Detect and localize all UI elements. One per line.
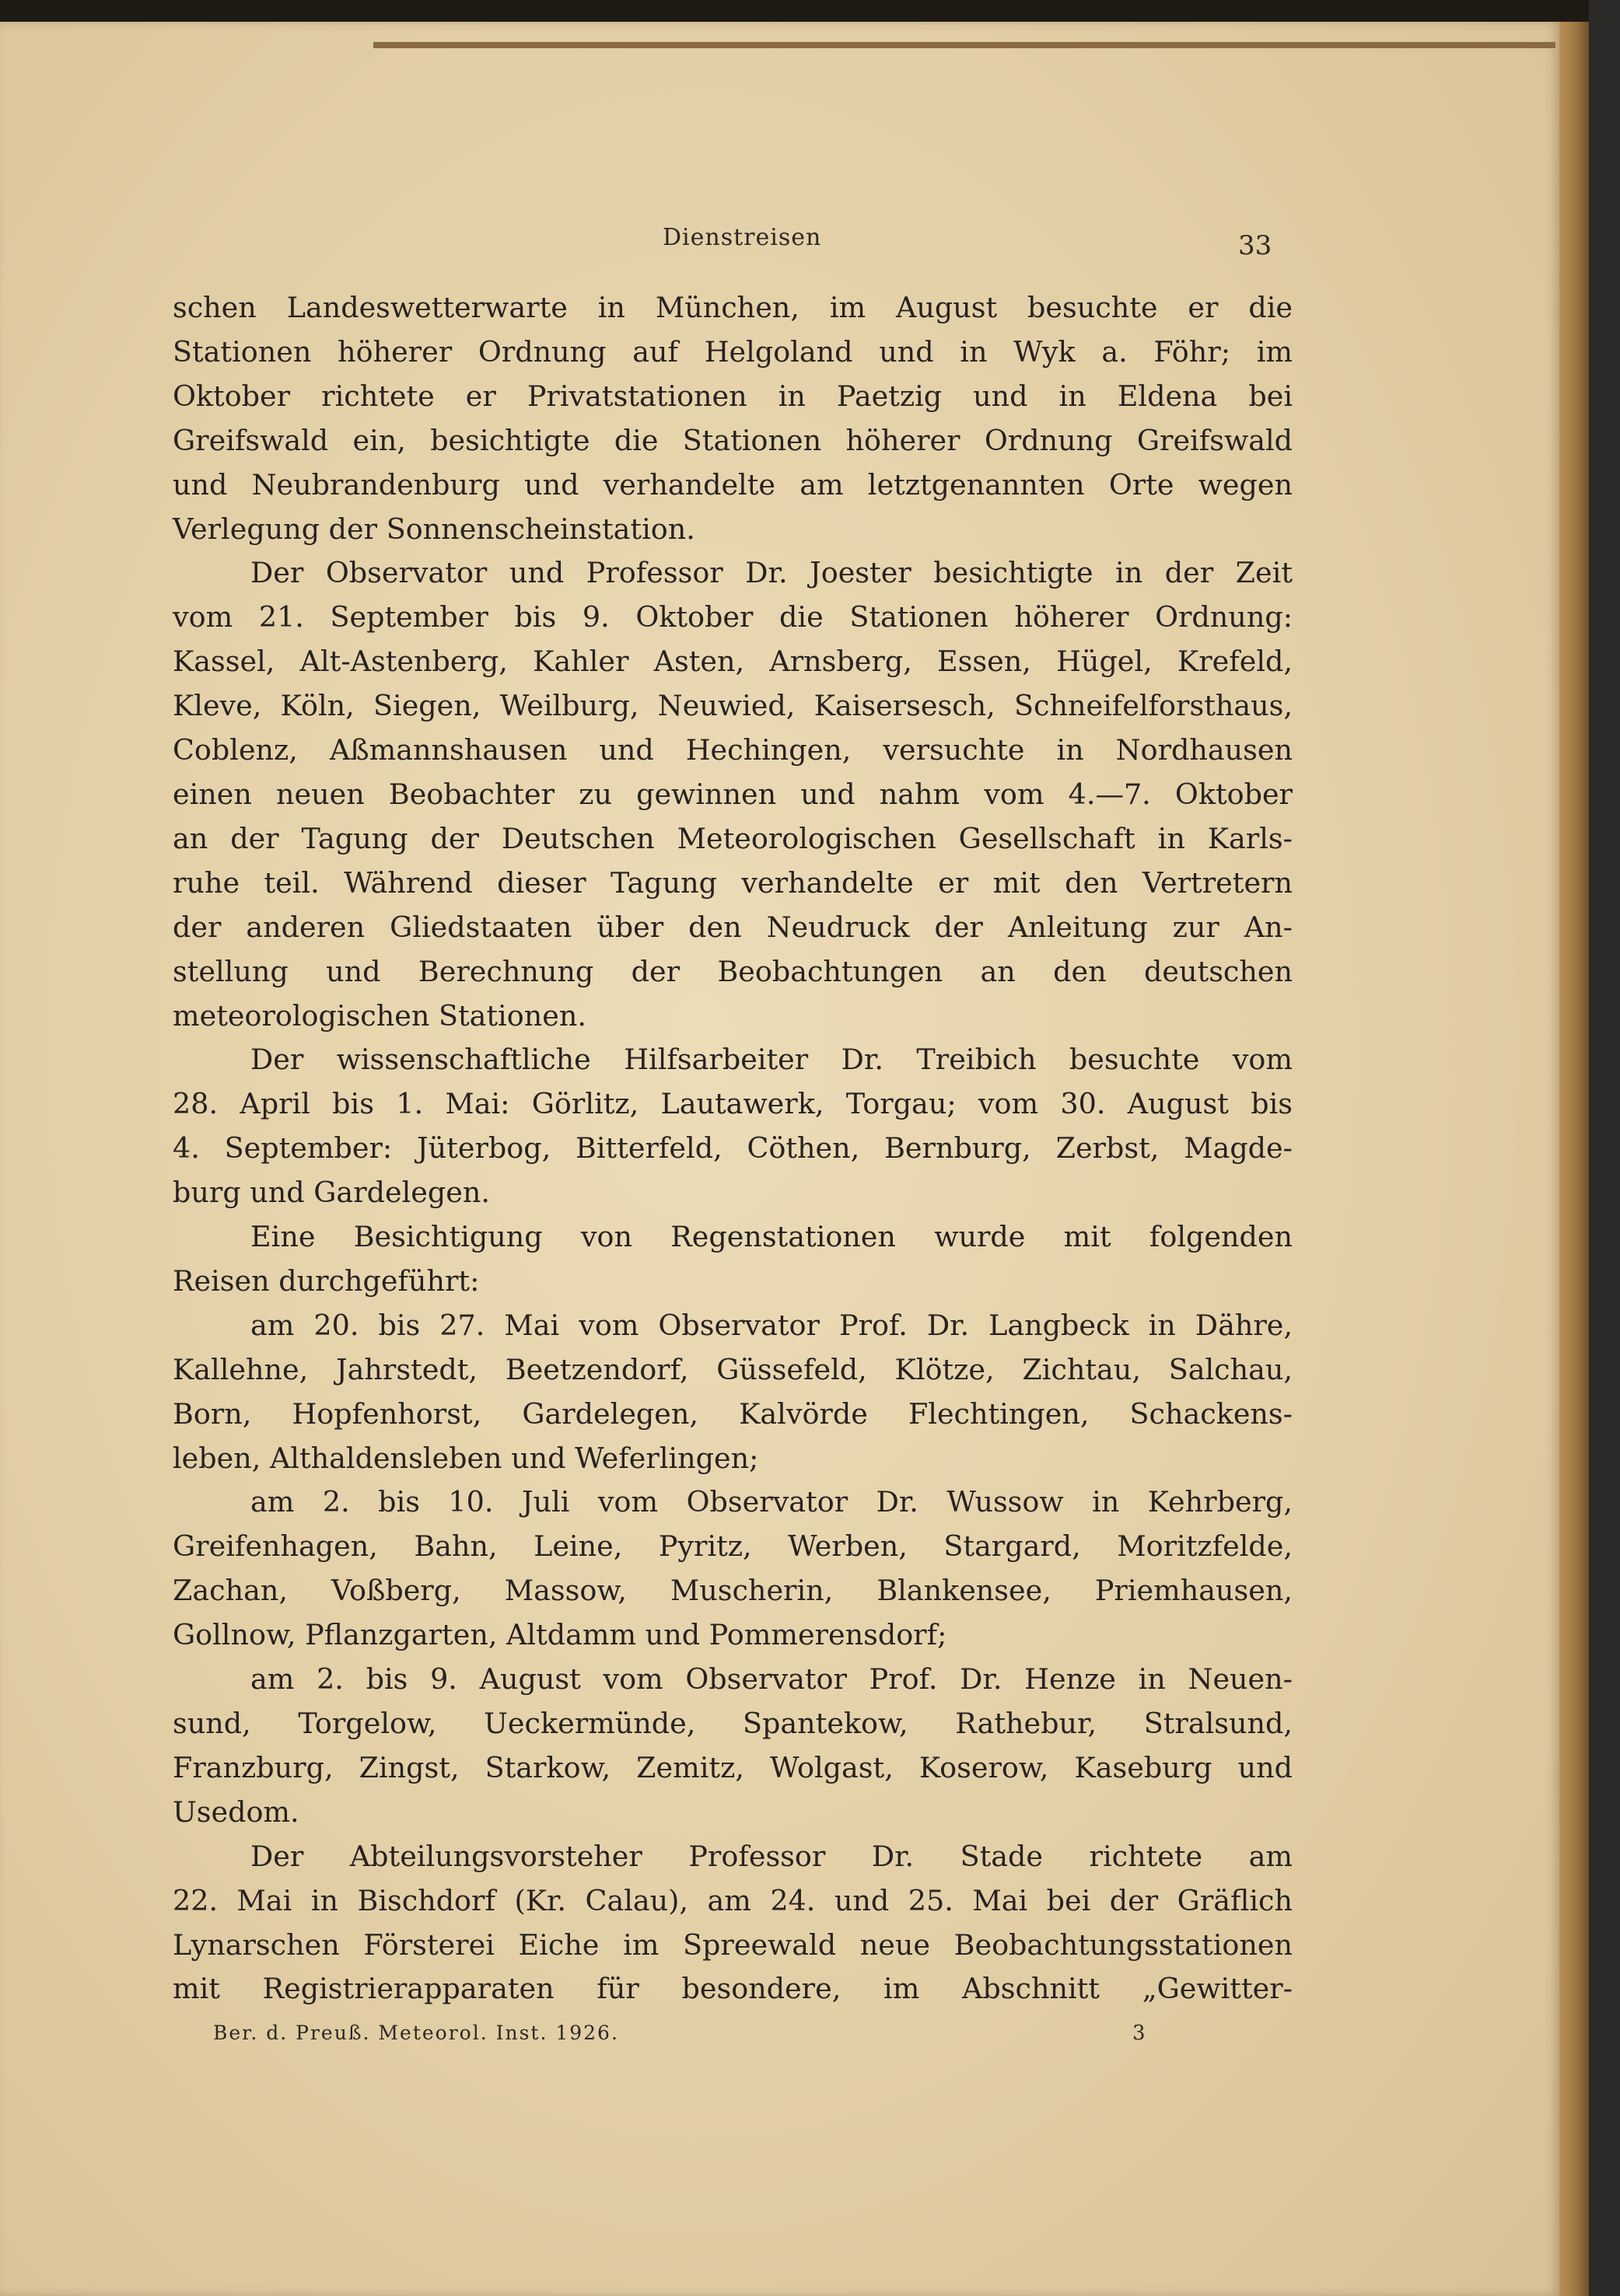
text-line: Der Observator und Professor Dr. Joester besichtigte in der Zeit <box>250 556 1293 590</box>
text-line: Born, Hopfenhorst, Gardelegen, Kalvörde Flechtingen, Schackens- <box>173 1396 1293 1431</box>
text-line: am 20. bis 27. Mai vom Observator Prof. Dr. Langbeck in Dähre, <box>250 1308 1293 1342</box>
text-line: am 2. bis 10. Juli vom Observator Dr. Wussow in Kehrberg, <box>250 1485 1293 1519</box>
text-line: Verlegung der Sonnenscheinstation. <box>173 512 695 546</box>
text-line: leben, Althaldensleben und Weferlingen; <box>173 1441 759 1475</box>
text-line: und Neubrandenburg und verhandelte am letztgenannten Orte wegen <box>173 467 1293 501</box>
text-line: meteorologischen Stationen. <box>173 998 586 1033</box>
book-spine <box>1559 22 1589 2296</box>
signature-mark: 3 <box>1132 2022 1146 2045</box>
text-line: Reisen durchgeführt: <box>173 1263 480 1298</box>
text-line: ruhe teil. Während dieser Tagung verhandelte er mit den Vertretern <box>173 865 1293 900</box>
text-line: 28. April bis 1. Mai: Görlitz, Lautawerk, Torgau; vom 30. August bis <box>173 1087 1293 1121</box>
page-number: 33 <box>1238 230 1272 261</box>
text-line: stellung und Berechnung der Beobachtungen an den deutschen <box>173 954 1293 988</box>
text-line: Eine Besichtigung von Regenstationen wurde mit folgenden <box>250 1220 1293 1254</box>
text-line: Usedom. <box>173 1795 299 1829</box>
footer-citation: Ber. d. Preuß. Meteorol. Inst. 1926. <box>213 2022 619 2044</box>
text-line: vom 21. September bis 9. Oktober die Stationen höherer Ordnung: <box>173 600 1293 634</box>
text-line: Franzburg, Zingst, Starkow, Zemitz, Wolgast, Koserow, Kaseburg und <box>173 1750 1293 1784</box>
body-text <box>173 286 1293 2011</box>
text-line: sund, Torgelow, Ueckermünde, Spantekow, Rathebur, Stralsund, <box>173 1707 1293 1740</box>
text-line: am 2. bis 9. August vom Observator Prof. Dr. Henze in Neuen- <box>250 1662 1293 1697</box>
text-line: Der wissenschaftliche Hilfsarbeiter Dr. Treibich besuchte vom <box>250 1043 1293 1077</box>
top-edge-shadow <box>373 42 1555 48</box>
text-line: der anderen Gliedstaaten über den Neudruck der Anleitung zur An- <box>173 910 1293 944</box>
text-line: Greifswald ein, besichtigte die Stationen höherer Ordnung Greifswald <box>173 423 1293 457</box>
text-line: Stationen höherer Ordnung auf Helgoland und in Wyk a. Föhr; im <box>173 334 1293 369</box>
text-line: schen Landeswetterwarte in München, im August besuchte er die <box>173 291 1293 324</box>
text-line: Kleve, Köln, Siegen, Weilburg, Neuwied, Kaisersesch, Schneifelforsthaus, <box>173 689 1293 723</box>
text-line: 22. Mai in Bischdorf (Kr. Calau), am 24. und 25. Mai bei der Gräflich <box>173 1883 1293 1917</box>
text-line: Lynarschen Försterei Eiche im Spreewald neue Beobachtungsstationen <box>173 1927 1293 1962</box>
text-line: Oktober richtete er Privatstationen in Paetzig und in Eldena bei <box>173 379 1293 413</box>
text-line: 4. September: Jüterbog, Bitterfeld, Cöthen, Bernburg, Zerbst, Magde- <box>173 1131 1293 1165</box>
book-edge <box>1589 0 1620 2296</box>
text-line: burg und Gardelegen. <box>173 1176 490 1210</box>
text-line: Zachan, Voßberg, Massow, Muscherin, Blankensee, Priemhausen, <box>173 1574 1293 1608</box>
text-line: an der Tagung der Deutschen Meteorologischen Gesellschaft in Karls- <box>173 821 1293 855</box>
running-header: Dienstreisen <box>663 224 822 251</box>
text-line: Kassel, Alt-Astenberg, Kahler Asten, Arnsberg, Essen, Hügel, Krefeld, <box>173 645 1293 679</box>
text-line: Greifenhagen, Bahn, Leine, Pyritz, Werben, Stargard, Moritzfelde, <box>173 1529 1293 1564</box>
text-line: mit Registrierapparaten für besondere, im Abschnitt „Gewitter- <box>173 1972 1293 2006</box>
text-line: Gollnow, Pflanzgarten, Altdamm und Pommerensdorf; <box>173 1618 947 1652</box>
text-line: einen neuen Beobachter zu gewinnen und nahm vom 4.—7. Oktober <box>173 777 1293 811</box>
text-line: Coblenz, Aßmannshausen und Hechingen, versuchte in Nordhausen <box>173 733 1293 767</box>
text-line: Kallehne, Jahrstedt, Beetzendorf, Güssefeld, Klötze, Zichtau, Salchau, <box>173 1352 1293 1386</box>
text-line: Der Abteilungsvorsteher Professor Dr. Stade richtete am <box>250 1839 1293 1873</box>
